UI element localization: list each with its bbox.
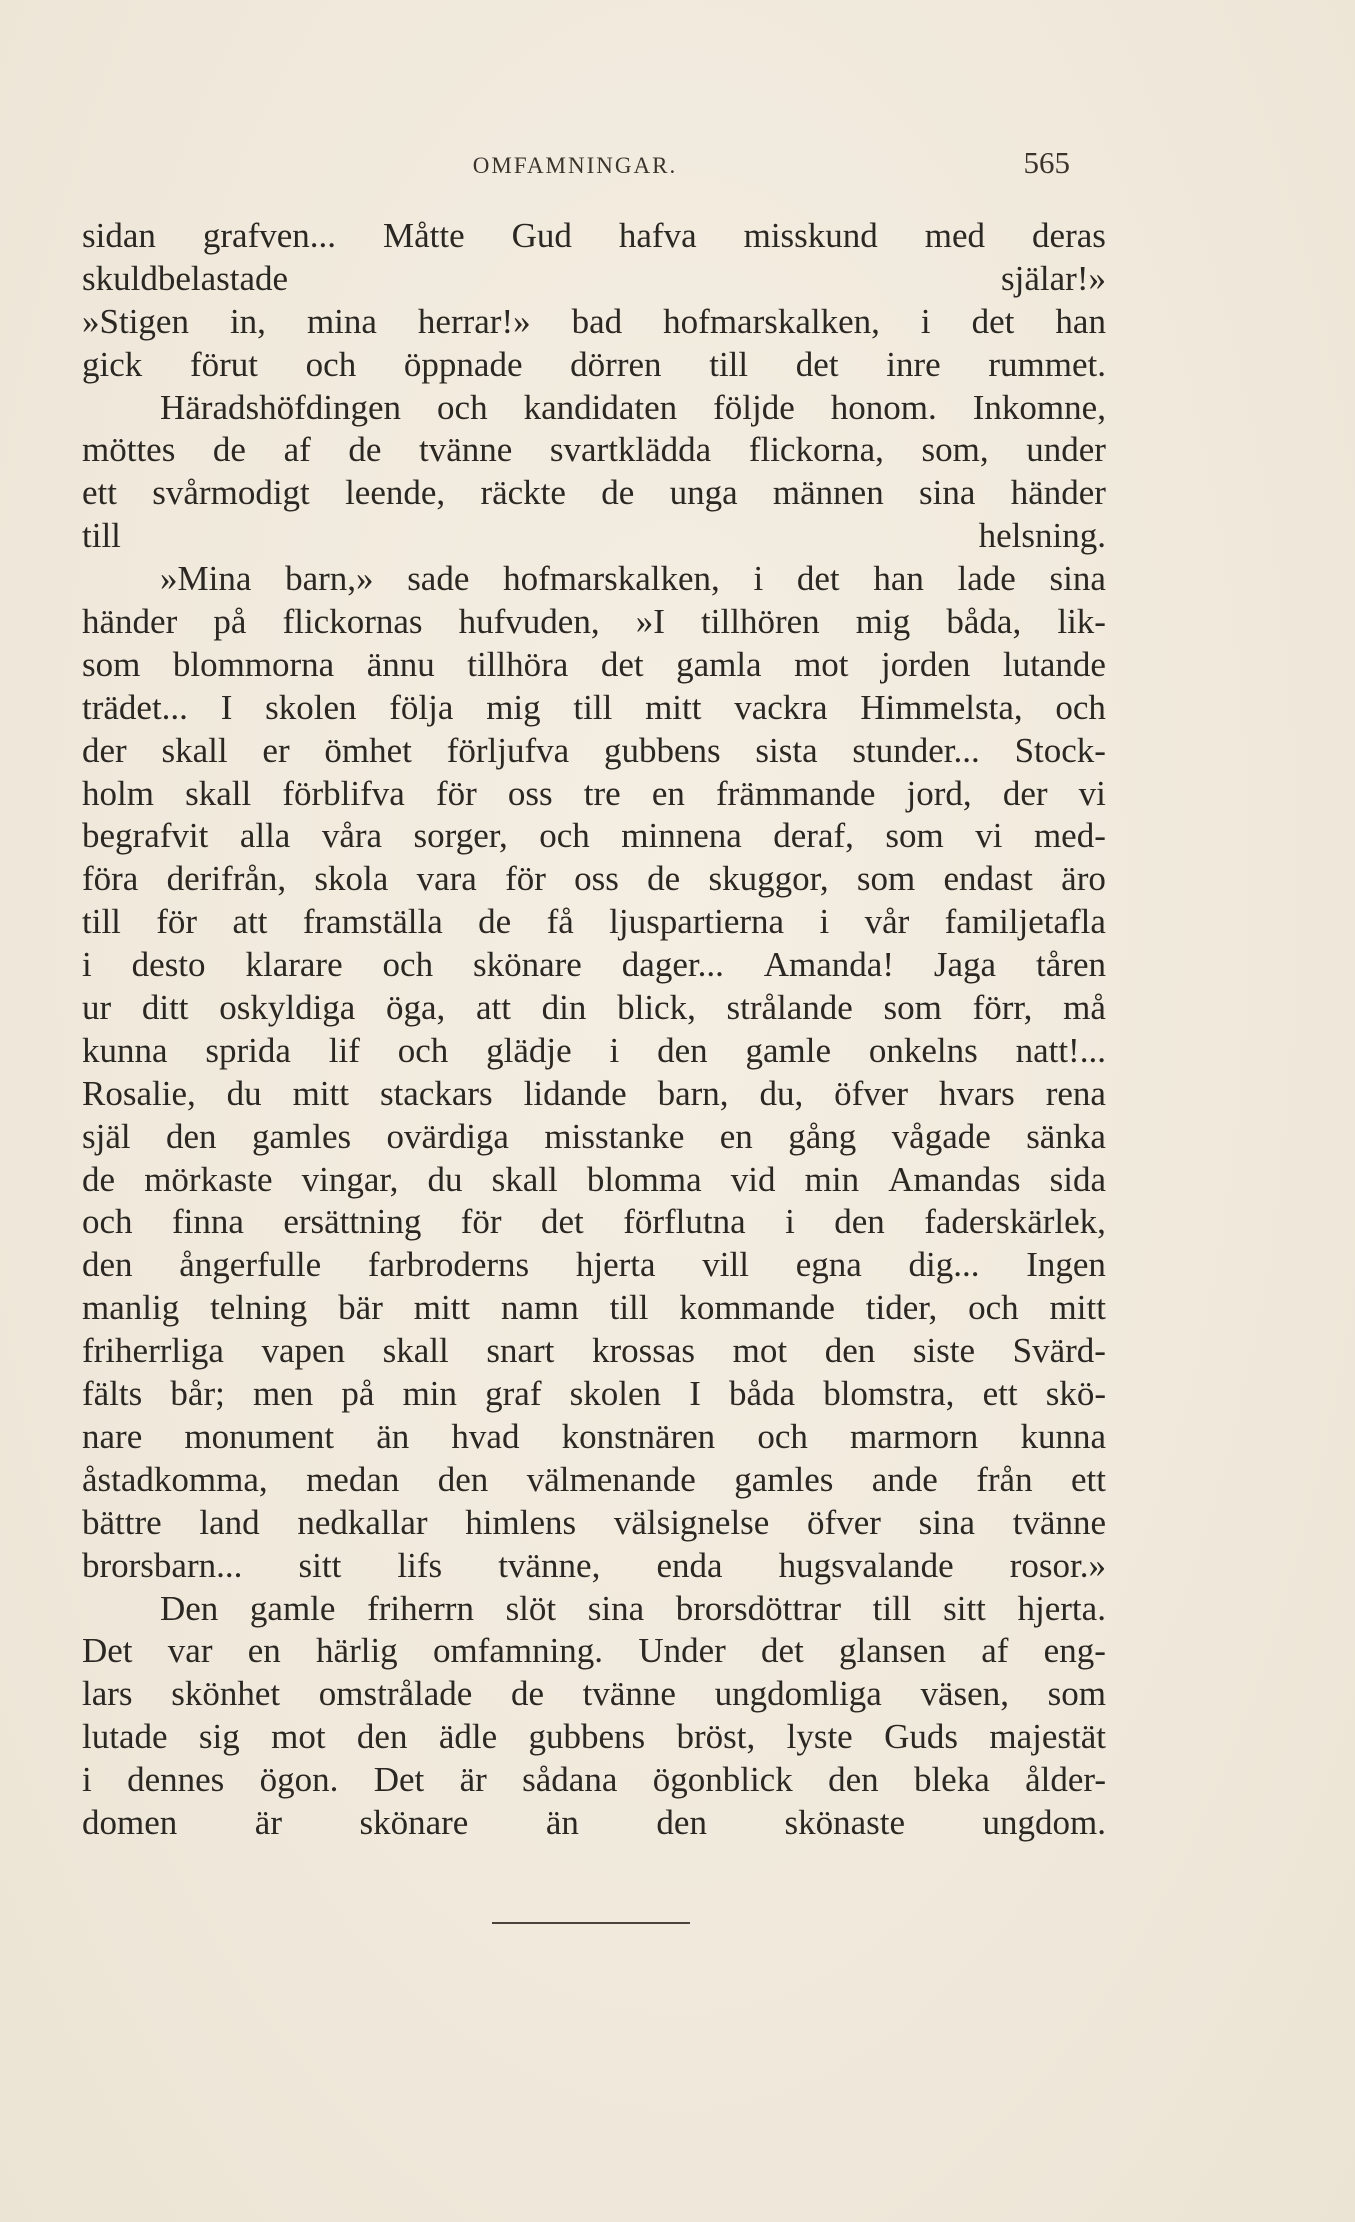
text-line: Häradshöfdingen och kandidaten följde honom. Inkomne, [160,387,1106,427]
text-line: i desto klarare och skönare dager... Amanda! Jaga tåren [82,945,1106,985]
text-line: ett svårmodigt leende, räckte de unga männen sina händer [82,473,1106,513]
text-line: till helsning. [82,516,1106,556]
text-line: begrafvit alla våra sorger, och minnena deraf, som vi med- [82,816,1106,856]
text-line: fälts bår; men på min graf skolen I båda blomstra, ett skö- [82,1374,1106,1414]
text-line: »Stigen in, mina herrar!» bad hofmarskalken, i det han [82,301,1106,341]
text-line: »Mina barn,» sade hofmarskalken, i det han lade sina [160,559,1106,599]
text-line: brorsbarn... sitt lifs tvänne, enda hugsvalande rosor.» [82,1545,1106,1585]
text-line: sidan grafven... Måtte Gud hafva misskund med deras [82,216,1106,255]
text-line: händer på flickornas hufvuden, »I tillhören mig båda, lik- [82,602,1106,642]
text-line: de mörkaste vingar, du skall blomma vid min Amandas sida [82,1159,1106,1199]
text-line: möttes de af de tvänne svartklädda flickorna, som, under [82,430,1106,470]
text-line: som blommorna ännu tillhöra det gamla mot jorden lutande [82,644,1106,684]
body-text [82,215,1106,1845]
text-line: den ångerfulle farbroderns hjerta vill egna dig... Ingen [82,1245,1106,1285]
page-header [80,145,1070,189]
section-end-rule [492,1922,690,1924]
text-line: manlig telning bär mitt namn till kommande tider, och mitt [82,1288,1106,1328]
text-line: Det var en härlig omfamning. Under det glansen af eng- [82,1631,1106,1671]
text-line: i dennes ögon. Det är sådana ögonblick den bleka ålder- [82,1760,1106,1800]
text-line: till för att framställa de få ljuspartierna i vår familjetafla [82,902,1106,942]
text-line: kunna sprida lif och glädje i den gamle onkelns natt!... [82,1030,1106,1070]
text-line: domen är skönare än den skönaste ungdom. [82,1802,1106,1842]
text-line: ur ditt oskyldiga öga, att din blick, strålande som förr, må [82,988,1106,1028]
text-line: åstadkomma, medan den välmenande gamles ande från ett [82,1459,1106,1499]
text-line: Den gamle friherrn slöt sina brorsdöttrar till sitt hjerta. [160,1588,1106,1628]
text-line: och finna ersättning för det förflutna i den faderskärlek, [82,1202,1106,1242]
text-line: trädet... I skolen följa mig till mitt vackra Himmelsta, och [82,687,1106,727]
text-line: föra derifrån, skola vara för oss de skuggor, som endast äro [82,859,1106,899]
text-line: friherrliga vapen skall snart krossas mot den siste Svärd- [82,1331,1106,1371]
text-line: gick förut och öppnade dörren till det inre rummet. [82,344,1106,384]
text-line: bättre land nedkallar himlens välsignelse öfver sina tvänne [82,1502,1106,1542]
text-line: lars skönhet omstrålade de tvänne ungdomliga väsen, som [82,1674,1106,1714]
text-line: nare monument än hvad konstnären och marmorn kunna [82,1416,1106,1456]
text-line: Rosalie, du mitt stackars lidande barn, du, öfver hvars rena [82,1073,1106,1113]
text-line: lutade sig mot den ädle gubbens bröst, lyste Guds majestät [82,1717,1106,1757]
text-line: holm skall förblifva för oss tre en främmande jord, der vi [82,773,1106,813]
text-line: själ den gamles ovärdiga misstanke en gång vågade sänka [82,1116,1106,1156]
running-title: OMFAMNINGAR. [472,153,678,178]
text-line: der skall er ömhet förljufva gubbens sista stunder... Stock- [82,730,1106,770]
page-number: 565 [1023,145,1070,180]
text-line: skuldbelastade själar!» [82,258,1106,298]
